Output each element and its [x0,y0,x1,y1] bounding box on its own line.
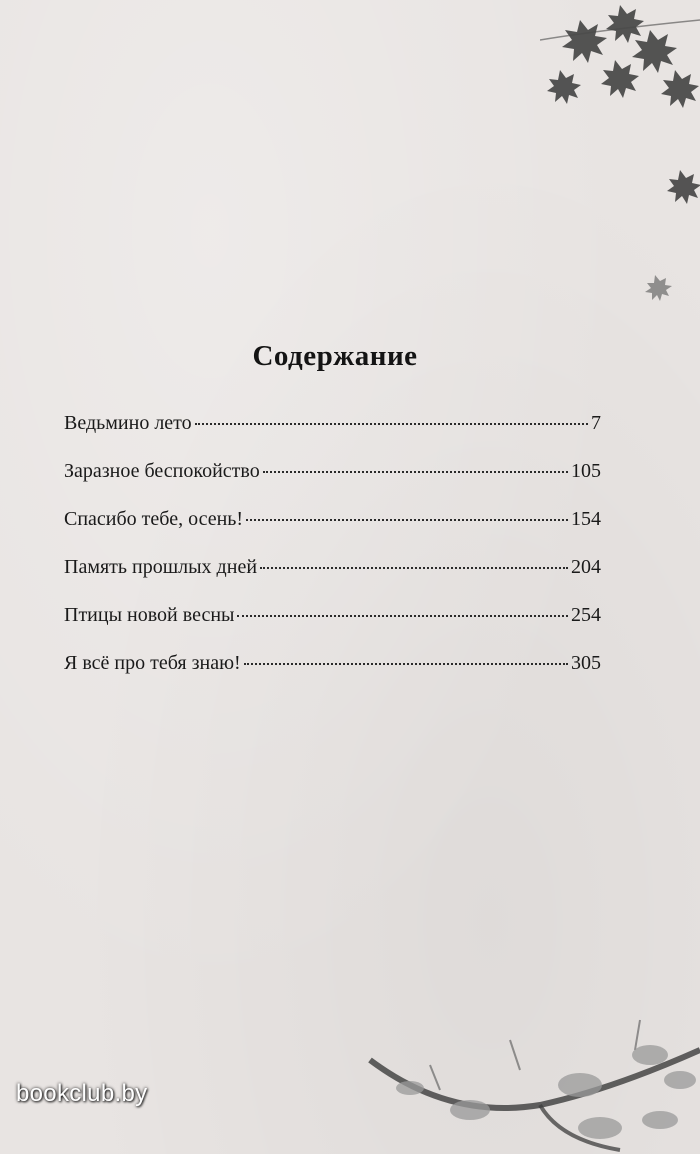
toc-entry [64,652,601,700]
toc-leader-dots [195,423,588,425]
page-title: Содержание [252,340,418,372]
toc-entry-title: Ведьмино лето [64,412,192,434]
toc-entry-page: 105 [571,460,601,482]
toc-entry [64,604,601,652]
toc-leader-dots [237,615,568,617]
toc-entry-title: Заразное беспокойство [64,460,260,482]
toc-leader-dots [263,471,568,473]
table-of-contents [64,412,601,700]
toc-entry-page: 154 [571,508,601,530]
site-watermark: bookclub.by [16,1080,148,1107]
toc-leader-dots [244,663,568,665]
toc-entry [64,460,601,508]
toc-entry-page: 254 [571,604,601,626]
toc-entry-page: 305 [571,652,601,674]
toc-entry [64,412,601,460]
toc-entry [64,508,601,556]
toc-leader-dots [260,567,568,569]
maple-leaves-illustration [540,0,700,310]
toc-entry-title: Птицы новой весны [64,604,235,626]
toc-leader-dots [246,519,568,521]
toc-entry-title: Я всё про тебя знаю! [64,652,241,674]
toc-entry-title: Память прошлых дней [64,556,258,578]
toc-entry-page: 204 [571,556,601,578]
toc-entry-page: 7 [591,412,601,434]
toc-entry [64,556,601,604]
toc-entry-title: Спасибо тебе, осень! [64,508,244,530]
blossom-branch-illustration [360,1010,700,1154]
